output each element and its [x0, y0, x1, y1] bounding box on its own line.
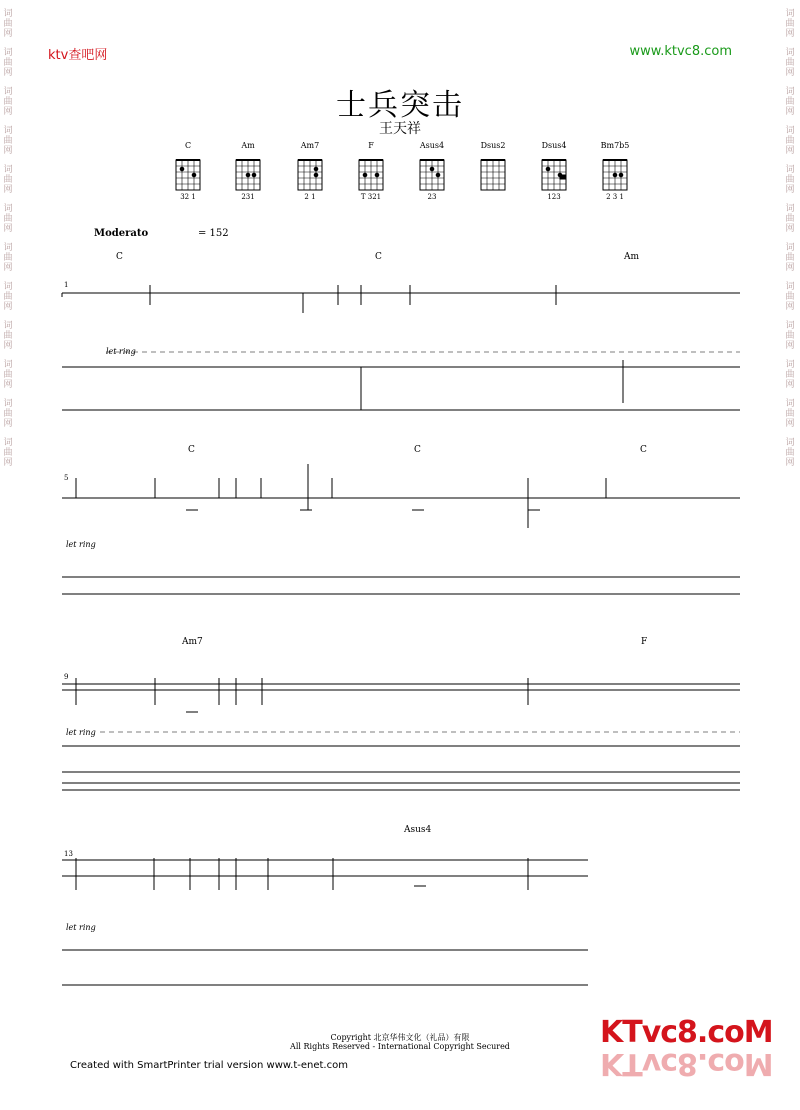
finger-dot: [252, 173, 256, 177]
chord-label: F: [641, 637, 648, 647]
watermark-char: 词: [3, 165, 13, 175]
watermark-char: 词: [3, 399, 13, 409]
watermark-char: 曲: [785, 370, 795, 380]
watermark-char: 网: [3, 224, 13, 234]
watermark-char: 词: [3, 282, 13, 292]
watermark-char: 曲: [785, 19, 795, 29]
watermark-char: 网: [3, 380, 13, 390]
watermark-char: 曲: [785, 292, 795, 302]
watermark-char: 曲: [3, 292, 13, 302]
watermark-char: 网: [785, 107, 795, 117]
finger-dot: [619, 173, 623, 177]
watermark-char: 词: [3, 126, 13, 136]
finger-dot: [436, 173, 440, 177]
watermark-char: 词: [3, 360, 13, 370]
watermark-char: 曲: [785, 448, 795, 458]
watermark-char: 网: [3, 419, 13, 429]
watermark-char: 曲: [3, 58, 13, 68]
watermark-char: 词: [3, 438, 13, 448]
let-ring-marking: let ring: [66, 728, 96, 737]
watermark-char: 网: [785, 68, 795, 78]
finger-dot: [314, 173, 318, 177]
measure-number: 1: [64, 281, 69, 289]
watermark-char: 词: [785, 165, 795, 175]
watermark-char: 网: [785, 29, 795, 39]
finger-dot: [430, 167, 434, 171]
song-artist: 王天祥: [379, 121, 421, 137]
footer-credit: Created with SmartPrinter trial version www.t-enet.com: [70, 1060, 348, 1071]
chord-fingering: 2 3 1: [606, 193, 624, 201]
watermark-char: 曲: [785, 214, 795, 224]
watermark-char: 曲: [785, 58, 795, 68]
chord-diagram-name: Asus4: [419, 141, 445, 150]
chord-label: C: [375, 252, 382, 262]
chord-label: Asus4: [404, 825, 432, 835]
measure-number: 13: [64, 850, 73, 858]
tempo-label: Moderato: [94, 228, 149, 239]
chord-diagram-name: F: [368, 141, 374, 150]
let-ring-marking: let ring: [106, 347, 136, 356]
let-ring-marking: let ring: [66, 540, 96, 549]
watermark-char: 曲: [3, 409, 13, 419]
watermark-char: 网: [785, 224, 795, 234]
watermark-char: 网: [785, 263, 795, 273]
chord-label: C: [188, 445, 195, 455]
finger-dot: [613, 173, 617, 177]
watermark-char: 词: [785, 87, 795, 97]
watermark-char: 曲: [785, 253, 795, 263]
watermark-char: 曲: [3, 19, 13, 29]
ktvc8-logo-reflection: KTvc8.coM: [600, 1046, 773, 1081]
chord-label: C: [414, 445, 421, 455]
watermark-char: 曲: [3, 448, 13, 458]
watermark-char: 词: [785, 321, 795, 331]
watermark-char: 词: [785, 243, 795, 253]
watermark-char: 网: [785, 185, 795, 195]
watermark-char: 曲: [785, 136, 795, 146]
let-ring-marking: let ring: [66, 923, 96, 932]
watermark-char: 网: [3, 29, 13, 39]
watermark-char: 曲: [785, 409, 795, 419]
watermark-char: 网: [785, 302, 795, 312]
watermark-char: 词: [3, 243, 13, 253]
watermark-char: 网: [785, 458, 795, 468]
watermark-char: 曲: [3, 175, 13, 185]
finger-dot: [192, 173, 196, 177]
watermark-char: 词: [785, 126, 795, 136]
song-title: 士兵突击: [336, 88, 464, 123]
finger-dot: [180, 167, 184, 171]
chord-fingering: T 321: [360, 193, 382, 201]
chord-label: Am: [624, 252, 640, 262]
watermark-char: 网: [785, 380, 795, 390]
copyright-line-1: Copyright 北京华伟文化（礼品）有限: [330, 1033, 470, 1042]
watermark-char: 词: [3, 87, 13, 97]
watermark-char: 曲: [3, 97, 13, 107]
chord-diagram-name: Dsus4: [541, 141, 567, 150]
watermark-char: 网: [3, 107, 13, 117]
chord-diagram-name: Bm7b5: [600, 141, 630, 150]
watermark-char: 词: [785, 438, 795, 448]
chord-grid: [560, 175, 566, 179]
watermark-char: 曲: [3, 136, 13, 146]
watermark-char: 网: [3, 302, 13, 312]
chord-fingering: 231: [241, 193, 255, 201]
finger-dot: [314, 167, 318, 171]
tempo-value: = 152: [198, 228, 229, 239]
chord-fingering: 123: [547, 193, 561, 201]
watermark-char: 曲: [785, 175, 795, 185]
chord-label: C: [640, 445, 647, 455]
watermark-char: 网: [3, 263, 13, 273]
header-site-right[interactable]: www.ktvc8.com: [629, 44, 732, 59]
watermark-char: 曲: [3, 253, 13, 263]
watermark-char: 词: [3, 48, 13, 58]
watermark-char: 网: [3, 185, 13, 195]
watermark-char: 曲: [3, 370, 13, 380]
watermark-char: 网: [785, 419, 795, 429]
header-site-left[interactable]: ktv查吧网: [48, 48, 108, 63]
finger-dot: [375, 173, 379, 177]
watermark-char: 曲: [3, 331, 13, 341]
chord-diagram-name: Dsus2: [480, 141, 506, 150]
chord-diagram-name: Am7: [300, 141, 320, 150]
watermark-char: 词: [3, 204, 13, 214]
watermark-char: 曲: [785, 97, 795, 107]
watermark-char: 词: [785, 9, 795, 19]
watermark-char: 网: [785, 146, 795, 156]
watermark-char: 词: [785, 282, 795, 292]
finger-dot: [246, 173, 250, 177]
copyright-line-2: All Rights Reserved - International Copyright Secured: [290, 1042, 510, 1051]
watermark-char: 词: [3, 9, 13, 19]
measure-number: 5: [64, 474, 69, 482]
ktvc8-logo: KTvc8.coM: [600, 1015, 773, 1050]
finger-dot: [363, 173, 367, 177]
chord-diagram-name: Am: [241, 141, 255, 150]
chord-fingering: 23: [427, 193, 437, 201]
measure-number: 9: [64, 673, 69, 681]
watermark-char: 词: [785, 360, 795, 370]
chord-label: C: [116, 252, 123, 262]
watermark-char: 曲: [3, 214, 13, 224]
watermark-char: 词: [785, 48, 795, 58]
watermark-char: 网: [785, 341, 795, 351]
chord-label: Am7: [182, 637, 203, 647]
watermark-char: 曲: [785, 331, 795, 341]
watermark-char: 词: [785, 204, 795, 214]
watermark-char: 词: [785, 399, 795, 409]
watermark-char: 词: [3, 321, 13, 331]
watermark-char: 网: [3, 341, 13, 351]
chord-diagram-name: C: [184, 141, 192, 150]
watermark-char: 网: [3, 146, 13, 156]
watermark-char: 网: [3, 458, 13, 468]
finger-dot: [546, 167, 550, 171]
chord-fingering: 2 1: [304, 193, 316, 201]
watermark-char: 网: [3, 68, 13, 78]
chord-fingering: 32 1: [180, 193, 196, 201]
